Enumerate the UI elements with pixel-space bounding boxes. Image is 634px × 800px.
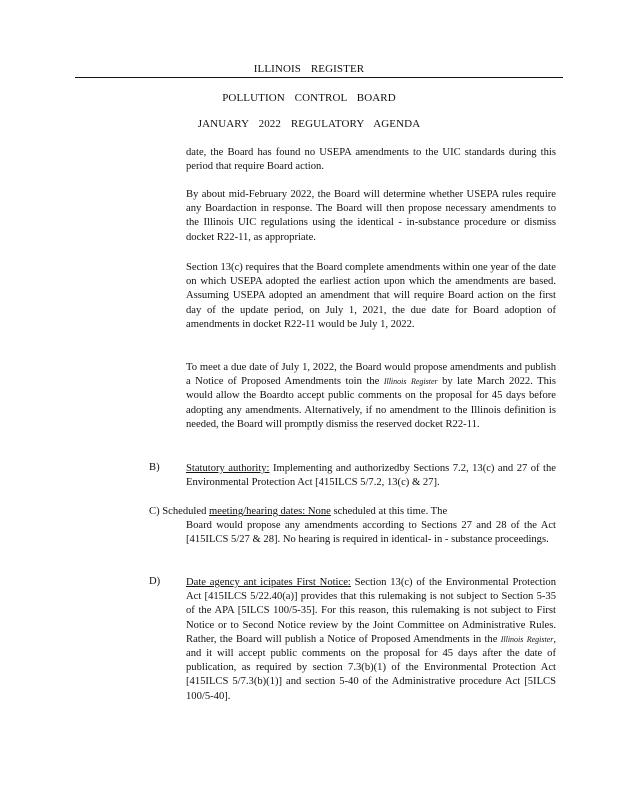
register-italic: Register: [410, 377, 438, 387]
paragraph-section-13c: [186, 261, 556, 332]
item-b-body: Implementing and authorizedby Sections 7.2, 13(c) and 27 of the Environmental Protection Act [415ILCS 5/7.2, 13(c) & 27].: [186, 463, 556, 489]
item-d-label: D): [149, 576, 161, 587]
item-b-heading: Statutory authority:: [186, 463, 270, 474]
header-rule: [75, 77, 563, 78]
paragraph-text: [186, 361, 556, 432]
item-c-first-text: scheduled at this time. The: [333, 506, 448, 517]
register-title: ILLINOIS REGISTER: [253, 63, 365, 75]
item-d-paragraph: [186, 576, 556, 704]
agency-title: POLLUTION CONTROL BOARD: [222, 92, 396, 104]
paragraph-text-part: by late March 2022. This would allow the Boardto accept public comments on the proposal for 45 days before adopting any amendments. Alternatively, if no amendment to the Illinois definition is needed, the Board will promptly dismiss the reserved docket R22-11.: [186, 376, 556, 430]
register-italic: Illinois: [500, 634, 524, 644]
register-italic: Register: [526, 634, 554, 644]
paragraph-determination: [186, 188, 556, 245]
item-d-text: [186, 576, 556, 704]
item-d-body-b: , and it will accept public comments on the proposal for 45 days after the date of publication, as required by section 7.3(b)(1) of the Environmental Protection Act [415ILCS 5/7.3(b)(1)] and section 5-40 of the Administrative procedure Act [5ILCS 100/5-40].: [186, 633, 557, 702]
paragraph-text: date, the Board has found no USEPA amendments to the UIC standards during this period that require Board action.: [186, 147, 556, 173]
item-c-first-line: [149, 505, 559, 519]
paragraph-text-part: To meet a due date of July 1, 2022, the Board would propose amendments and publish a Notice of Proposed Amendments toin the: [186, 362, 556, 388]
item-c-label: C) Scheduled: [149, 506, 207, 517]
paragraph-due-date: [186, 361, 556, 432]
item-c-text: [186, 519, 556, 547]
item-b-paragraph: [186, 462, 556, 490]
item-d-heading: Date agency ant icipates First Notice:: [186, 577, 351, 588]
item-c-body: Board would propose any amendments according to Sections 27 and 28 of the Act [415ILCS 5/27 & 28]. No hearing is required in identical- in - substance proceedings.: [186, 520, 556, 546]
paragraph-text: By about mid-February 2022, the Board will determine whether USEPA rules require any Boardaction in response. The Board will then propose necessary amendments to the Illinois UIC regulations using the identical - in-substance procedure or dismiss docket R22-11, as appropriate.: [186, 189, 556, 243]
paragraph-continued: [186, 146, 556, 174]
item-b-text: [186, 462, 556, 490]
agenda-title: JANUARY 2022 REGULATORY AGENDA: [197, 118, 421, 130]
register-italic: Illinois: [383, 377, 407, 387]
item-d-body-a: Section 13(c) of the Environmental Protection Act [415ILCS 5/22.40(a)] provides that this rulemaking is not subject to Section 5-35 of the APA [5ILCS 100/5-35]. For this reason, this rulemaking is not subject to First Notice or to Second Notice review by the Joint Committee on Administrative Rules. Rather, the Board will publish a Notice of Proposed Amendments in the: [186, 577, 556, 645]
paragraph-text: Section 13(c) requires that the Board complete amendments within one year of the date on which USEPA adopted the earliest action upon which the amendments are based. Assuming USEPA adopted an amendment that will require Board action on the first day of the update period, on July 1, 2021, the due date for Board adoption of amendments in docket R22-11 would be July 1, 2022.: [186, 262, 556, 330]
item-b-label: B): [149, 462, 160, 473]
item-c-heading: meeting/hearing dates: None: [209, 506, 331, 517]
